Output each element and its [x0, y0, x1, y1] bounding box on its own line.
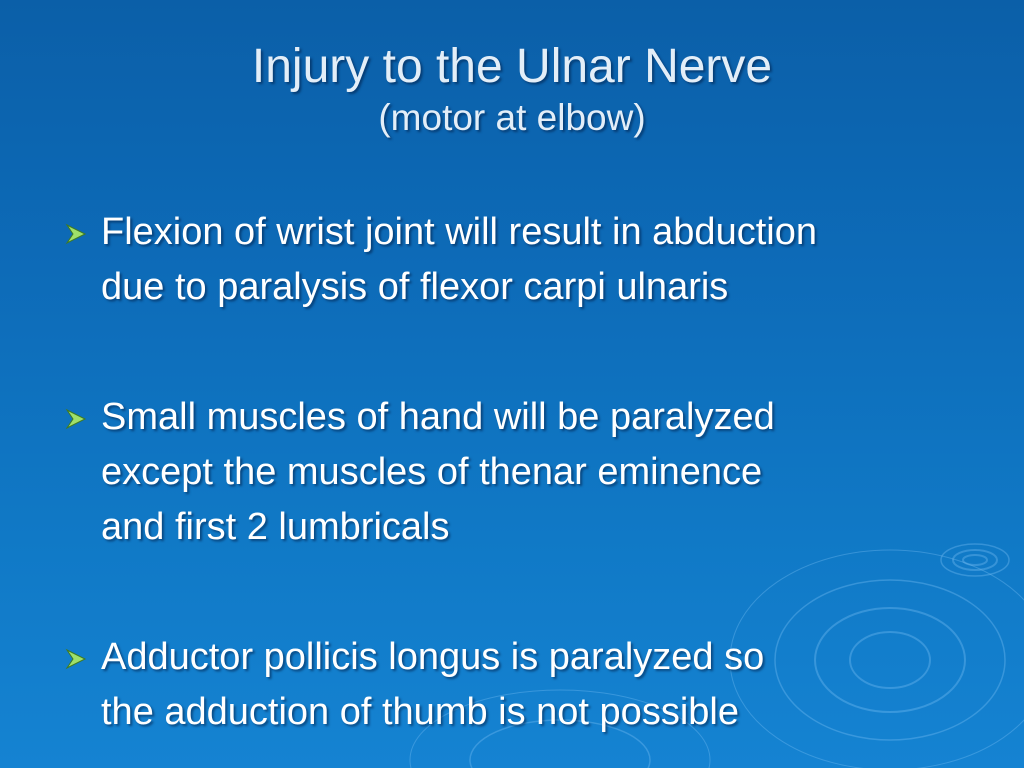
bullet-line: and first 2 lumbricals: [101, 506, 450, 548]
bullet-line: the adduction of thumb is not possible: [101, 691, 739, 733]
arrow-bullet-icon: [64, 647, 88, 671]
bullet-item: [60, 630, 980, 740]
slide-subtitle: (motor at elbow): [378, 97, 646, 138]
slide-title: Injury to the Ulnar Nerve: [251, 40, 773, 93]
bullet-list: [60, 205, 980, 740]
bullet-line: Flexion of wrist joint will result in abduction: [101, 211, 817, 253]
arrow-bullet-icon: [64, 222, 88, 246]
bullet-item: [60, 390, 980, 555]
bullet-line: Small muscles of hand will be paralyzed: [101, 396, 775, 438]
bullet-line: except the muscles of thenar eminence: [101, 451, 763, 493]
arrow-bullet-icon: [64, 407, 88, 431]
title-block: [0, 38, 1024, 140]
bullet-line: Adductor pollicis longus is paralyzed so: [101, 636, 765, 678]
bullet-line: due to paralysis of flexor carpi ulnaris: [101, 266, 729, 308]
bullet-item: [60, 205, 980, 315]
